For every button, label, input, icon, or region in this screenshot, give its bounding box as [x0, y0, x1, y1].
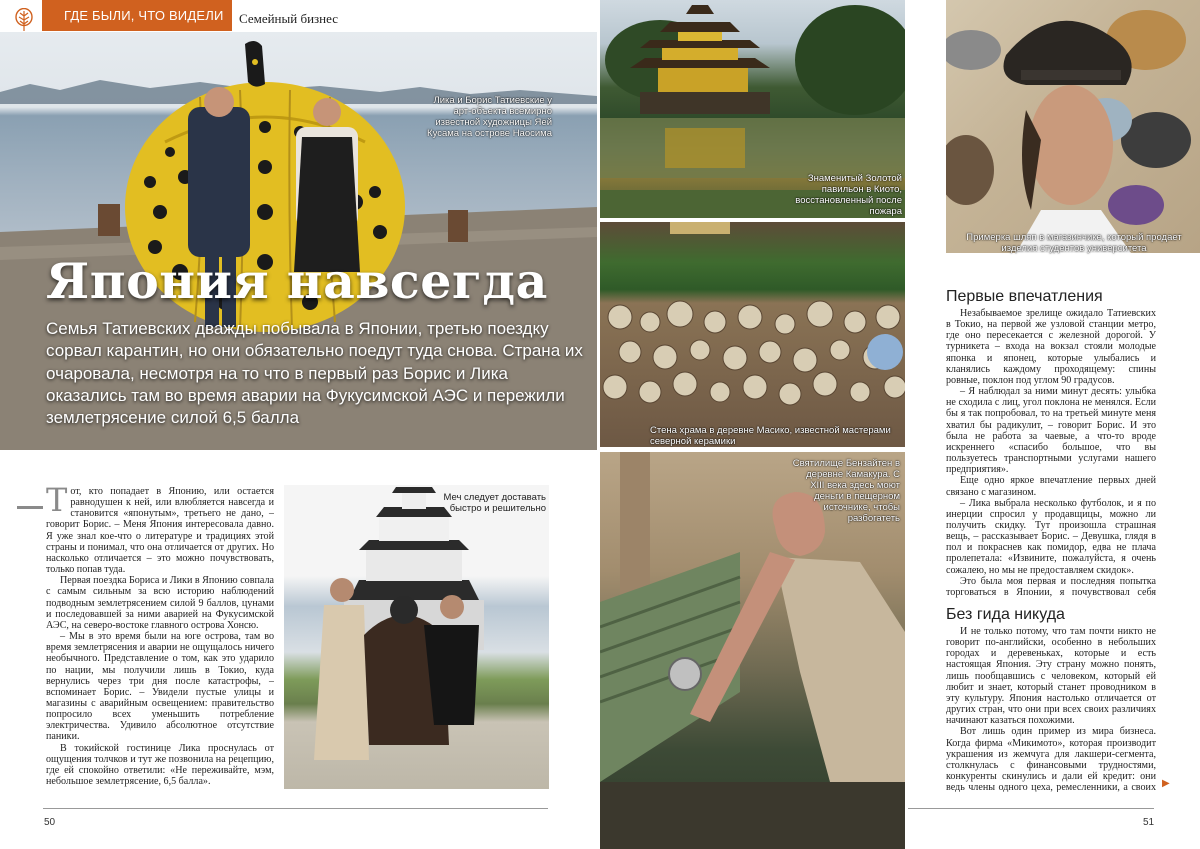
- paragraph: Это была моя первая и последняя попытка торговаться в Японии, я почувствовал себя: [946, 575, 1156, 598]
- hat-photo: [946, 0, 1200, 253]
- article-lead: Семья Татиевских дважды побывала в Японии, третью поездку сорвал карантин, но они обязательно поедут туда снова. Страна их очаровала, несмотря на то что в первый раз Борис и Лика оказались там во время аварии на Фукусимской АЭС и пережили землетрясение силой 6,5 балла: [46, 319, 583, 428]
- page-number-left: 50: [44, 817, 56, 828]
- hero-caption: Лика и Борис Татиевские у арт-объекта всемирно известной художницы Яёй Кусама на острове Наосима: [427, 95, 552, 139]
- subhead-first-impressions: Первые впечатления: [946, 288, 1103, 305]
- paragraph: – Мы в это время были на юге острова, там во время землетрясения и аварии не ощущалось ничего необычного. Представление о том, как это ударило по нации, мы получили лишь в Токио, куда вернулись через три дня после катастрофы, – вспоминает Борис. – Увидели пустые улицы и магазины с аварийным освещением: правительство попросило всех уменьшить потребление электричества. Удивило абсолютное отсутствие паники.: [46, 631, 274, 743]
- subhead-no-guide: Без гида никуда: [946, 606, 1065, 623]
- samurai-photo: [284, 485, 549, 789]
- paragraph: Первая поездка Бориса и Лики в Японию совпала с самым сильным за всю историю наблюдений подводным землетрясением силой 9 баллов, цунами и последовавшей за ними аварией на Фукусимской АЭС, на северо-востоке главного острова Хонсю.: [46, 575, 274, 631]
- paragraph: – Я наблюдал за ними минут десять: улыбка не сходила с лиц, угол поклона не менялся. Если бы я так попробовал, то на третьей минуте меня хватил бы радикулит, – говорит Борис. И это была не работа за чаевые, а что-то вроде искреннего «спасибо большое, что вы пользуетесь транспортными услугами нашего предприятия».: [946, 386, 1156, 476]
- article-column-1: [46, 486, 274, 796]
- tree-icon: [14, 8, 34, 32]
- hat-caption: Примерка шляп в магазинчике, который продает изделия студентов университета: [966, 232, 1182, 254]
- pavilion-caption: Знаменитый Золотой павильон в Киото, восстановленный после пожара: [795, 173, 902, 217]
- shrine-caption: Святилище Бензайтен в деревне Камакура. С XIII века здесь моют деньги в пещерном источнике, чтобы разбогатеть: [792, 458, 900, 524]
- dropcap-dash: [17, 506, 43, 509]
- footer-rule-right: [908, 808, 1154, 809]
- rubric: Семейный бизнес: [239, 11, 338, 26]
- article-column-3b: [946, 626, 1156, 792]
- section-label: ГДЕ БЫЛИ, ЧТО ВИДЕЛИ: [42, 0, 232, 31]
- paragraph: Еще одно яркое впечатление первых дней связано с магазином.: [946, 475, 1156, 498]
- temple-caption: Стена храма в деревне Масико, известной мастерами северной керамики: [650, 425, 891, 447]
- triangle-right-icon: ▶: [1162, 778, 1170, 789]
- article-column-3a: [946, 308, 1156, 600]
- footer-rule-left: [43, 808, 548, 809]
- page-number-right: 51: [1143, 817, 1155, 828]
- article-title: Япония навсегда: [46, 252, 548, 310]
- paragraph: В токийской гостинице Лика проснулась от ощущения толчков и тут же позвонила на рецепцию, где ей спокойно ответили: «Не переживайте, мэм, небольшое землетрясение, 6,5 балла».: [46, 742, 274, 788]
- paragraph: И не только потому, что там почти никто не говорит по-английски, особенно в небольших городах и деревеньках, которые и есть настоящая Япония. Эту страну можно понять, лишь пообщавшись с человеком, который ей любит и знает, который станет проводником в эту культуру. Япония настолько отличается от других стран, что они при всех своих различиях начинают казаться похожими.: [946, 626, 1156, 727]
- paragraph: Незабываемое зрелище ожидало Татиевских в Токио, на первой же узловой станции метро, где оно пересекается с железной дорогой. У турникета – входа на вокзал стояли молодые японка и японец, которые улыбались и кланялись каждому проходящему: спины ровные, поклон под углом 90 градусов.: [946, 308, 1156, 386]
- paragraph: Вот лишь один пример из мира бизнеса. Когда фирма «Микимото», которая производит украшения из жемчуга для лакшери-сегмента, столкнулась с финансовыми трудностями, конкуренты скинулись и дали ей кредит: они ведь члены одного цеха, ремесленники, а своих: [946, 726, 1156, 792]
- samurai-caption: Меч следует доставать быстро и решительно: [443, 492, 546, 514]
- paragraph: – Лика выбрала несколько футболок, и я по инерции спросил у продавщицы, можно ли получить скидку. Тут произошла страшная вещь, – рассказывает Борис. – Девушка, глядя в пол и покраснев как помидор, едва не плача пролепетала: «Извините, пожалуйста, я очень сожалею, но мы не предоставляем скидок».: [946, 497, 1156, 576]
- temple-wall-photo: [600, 222, 905, 447]
- paragraph: от, кто попадает в Японию, или остается равнодушен к ней, или влюбляется навсегда и становится «японутым», третьего не дано, – говорит Борис. – Меня Япония интересовала давно. Я уже знал кое-что о литературе и традициях этой страны и понимал, что она отличается от других. Но насколько отличается – это можно почувствовать, только попав туда.: [46, 486, 274, 576]
- dropcap: Т: [46, 486, 68, 519]
